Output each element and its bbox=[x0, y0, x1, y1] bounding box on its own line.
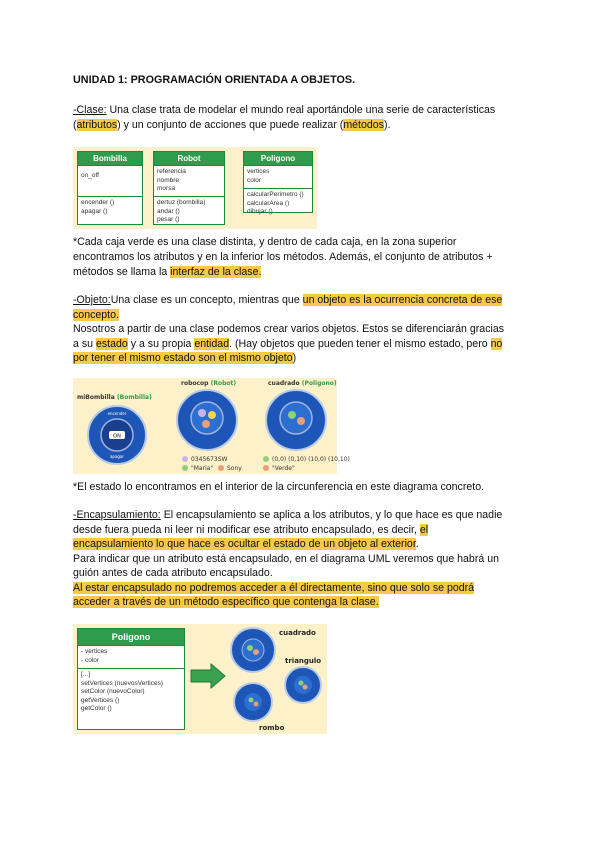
text: . bbox=[415, 538, 419, 550]
encap-line-5: guión antes de cada atributo encapsulado. bbox=[73, 567, 273, 579]
highlight-encapsulamiento: encapsulamiento lo que hace es ocultar el estado de un objeto al exterior bbox=[73, 538, 416, 550]
obj2-title bbox=[181, 380, 236, 387]
uml-method: apagar () bbox=[81, 207, 108, 215]
uml-method: setColor (nuevoColor) bbox=[81, 688, 145, 695]
objeto-line-4 bbox=[73, 337, 502, 351]
note1-line-1: *Cada caja verde es una clase distinta, y dentro de cada caja, en la zona superior bbox=[73, 236, 457, 248]
objeto-line-1 bbox=[73, 293, 502, 307]
objeto-line-2 bbox=[73, 308, 119, 322]
text: ). bbox=[383, 119, 391, 131]
uml-methods bbox=[78, 668, 184, 716]
obj2-legend-dot bbox=[182, 465, 188, 471]
uml-attrs bbox=[78, 165, 142, 196]
obj2-class: (Robot) bbox=[210, 380, 237, 387]
obj2-legend-brand: Sony bbox=[227, 465, 242, 472]
obj3-legend-dot bbox=[263, 465, 269, 471]
uml-class-name: Bombilla bbox=[78, 152, 142, 165]
encap-line-1 bbox=[73, 508, 502, 522]
objeto-line-3: Nosotros a partir de una clase podemos crear varios objetos. Estos se diferenciarán gracias bbox=[73, 323, 505, 335]
uml-methods bbox=[154, 196, 224, 227]
clase-label: -Clase: bbox=[73, 104, 107, 116]
encap-objects-diagram bbox=[185, 624, 327, 734]
obj3-title bbox=[268, 380, 337, 387]
uml-attr: color bbox=[247, 176, 262, 184]
attr-dot bbox=[299, 681, 304, 686]
obj2-attr-dot bbox=[202, 420, 210, 428]
clase-line-2 bbox=[73, 118, 390, 132]
uml-attr: vertices bbox=[247, 168, 270, 175]
highlight-atributos: atributos bbox=[76, 119, 118, 131]
encap-line-7 bbox=[73, 595, 379, 609]
uml-class-bombilla bbox=[77, 151, 143, 225]
uml-method: pesar () bbox=[157, 216, 180, 223]
encapsulation-figure bbox=[73, 624, 327, 734]
uml-class-name: Poligono bbox=[244, 152, 312, 165]
obj1-name: miBombilla bbox=[77, 394, 115, 401]
text: ) bbox=[292, 352, 297, 364]
obj3-legend-vertices: (0,0) (0,10) (10,0) (10,10) bbox=[272, 456, 350, 463]
uml-attrs bbox=[78, 645, 184, 668]
text: Una clase es un concepto, mientras que bbox=[110, 294, 303, 306]
obj3-attr-dot bbox=[288, 411, 296, 419]
uml-attrs bbox=[154, 165, 224, 196]
uml-method: [...] bbox=[81, 671, 91, 678]
encap-line-3 bbox=[73, 537, 419, 551]
uml-class-robot bbox=[153, 151, 225, 225]
clase-line-1 bbox=[73, 103, 495, 117]
uml-attr: on_off bbox=[81, 172, 99, 179]
uml-class-poligono bbox=[243, 151, 313, 213]
note1-line-2: encontramos los atributos y en la inferior los métodos. Además, el conjunto de atributos + bbox=[73, 251, 493, 263]
obj-triangulo-inner bbox=[294, 676, 312, 694]
text: ( bbox=[73, 119, 77, 131]
highlight-no: no bbox=[490, 338, 503, 350]
obj3-attr-dot bbox=[297, 417, 305, 425]
uml-attr: referencia bbox=[157, 168, 186, 175]
attr-dot bbox=[247, 645, 253, 651]
uml-class-name: Poligono bbox=[78, 629, 184, 645]
obj1-method: apagar bbox=[109, 454, 125, 459]
highlight-objeto: un objeto es la ocurrencia concreta de ese bbox=[302, 294, 503, 306]
obj3-legend-color: "Verde" bbox=[272, 465, 295, 472]
uml-method: dertuz (bombilla) bbox=[157, 199, 206, 206]
uml-method: calcularPerimetro () bbox=[247, 191, 304, 198]
note1-line-3 bbox=[73, 265, 261, 279]
uml-method: andar () bbox=[157, 207, 180, 215]
uml-class-poligono-encap bbox=[77, 628, 185, 730]
uml-methods bbox=[78, 196, 142, 218]
uml-classes-figure bbox=[73, 147, 317, 229]
obj-cuadrado-inner bbox=[242, 639, 264, 661]
uml-method: getVertices () bbox=[81, 696, 120, 704]
highlight-el: el bbox=[419, 524, 429, 536]
objeto-line-5 bbox=[73, 351, 296, 365]
text: métodos se llama la bbox=[73, 266, 171, 278]
label-cuadrado: cuadrado bbox=[279, 629, 316, 637]
obj2-legend-dot bbox=[182, 456, 188, 462]
obj2-attr-dot bbox=[198, 409, 206, 417]
highlight-metodos: métodos bbox=[343, 119, 384, 131]
text: . (Hay objetos que pueden tener el mismo estado, pero bbox=[229, 338, 491, 350]
highlight-acceso: Al estar encapsulado no podremos acceder a él directamente, sino que solo se podrá bbox=[73, 582, 475, 594]
uml-class-name: Robot bbox=[154, 152, 224, 165]
highlight-interfaz: interfaz de la clase. bbox=[170, 266, 262, 278]
uml-attr: - color bbox=[81, 656, 100, 664]
uml-method: setVertices (nuevosVertices) bbox=[81, 679, 164, 687]
label-rombo: rombo bbox=[259, 724, 285, 732]
obj2-legend-name: "Maria" bbox=[191, 465, 214, 472]
highlight-concepto: concepto. bbox=[73, 309, 119, 321]
attr-dot bbox=[303, 685, 308, 690]
page-title: UNIDAD 1: PROGRAMACIÓN ORIENTADA A OBJETOS. bbox=[73, 74, 356, 86]
uml-methods bbox=[244, 188, 312, 219]
obj2-legend-dot bbox=[218, 465, 224, 471]
obj2-inner-circle bbox=[191, 402, 223, 434]
highlight-estado: estado bbox=[95, 338, 128, 350]
attr-dot bbox=[253, 649, 259, 655]
text: a su bbox=[73, 338, 96, 350]
obj1-title bbox=[77, 394, 152, 401]
encap-line-4: Para indicar que un atributo está encapsulado, en el diagrama UML veremos que habrá un bbox=[73, 553, 499, 565]
uml-method: dibujar () bbox=[247, 208, 273, 215]
obj2-legend-ref: 0345673SW bbox=[191, 456, 228, 463]
obj1-method: encender bbox=[107, 411, 127, 416]
obj3-class: (Poligono) bbox=[301, 380, 337, 387]
objects-figure bbox=[73, 378, 350, 474]
encap-line-6 bbox=[73, 581, 474, 595]
uml-attr: - vertices bbox=[81, 648, 108, 655]
text: ) y un conjunto de acciones que puede realizar ( bbox=[117, 119, 344, 131]
uml-method: getColor () bbox=[81, 705, 112, 712]
label-triangulo: triangulo bbox=[285, 657, 322, 665]
highlight-metodo: acceder a través de un método específico que contenga la clase. bbox=[73, 596, 379, 608]
obj3-legend-dot bbox=[263, 456, 269, 462]
text: y a su propia bbox=[127, 338, 195, 350]
arrow-right-icon bbox=[191, 664, 225, 688]
obj-rombo-inner bbox=[244, 693, 262, 711]
uml-attrs bbox=[244, 165, 312, 188]
attr-dot bbox=[249, 698, 254, 703]
uml-attr: nombre bbox=[157, 176, 180, 184]
obj3-name: cuadrado bbox=[268, 380, 300, 387]
obj1-state: ON bbox=[113, 433, 121, 440]
obj2-attr-dot bbox=[208, 411, 216, 419]
uml-method: calcularArea () bbox=[247, 199, 290, 207]
uml-attr: morsa bbox=[157, 185, 176, 192]
highlight-mismo-objeto: por tener el mismo estado son el mismo objeto bbox=[73, 352, 293, 364]
obj1-class: (Bombilla) bbox=[116, 394, 152, 401]
text: desde fuera pueda ni leer ni modificar ese atributo encapsulado, es decir, bbox=[73, 524, 420, 536]
clase-text: Una clase trata de modelar el mundo real aportándole una serie de características bbox=[106, 104, 496, 116]
highlight-entidad: entidad bbox=[194, 338, 230, 350]
encap-label: -Encapsulamiento: bbox=[73, 509, 161, 521]
text: El encapsulamiento se aplica a los atributos, y lo que hace es que nadie bbox=[160, 509, 503, 521]
encap-line-2 bbox=[73, 523, 428, 537]
attr-dot bbox=[254, 702, 259, 707]
uml-method: encender () bbox=[81, 199, 115, 206]
obj2-name: robocop bbox=[181, 380, 209, 387]
objeto-label: -Objeto: bbox=[73, 294, 111, 306]
note2: *El estado lo encontramos en el interior de la circunferencia en este diagrama concreto. bbox=[73, 481, 485, 493]
obj3-inner-circle bbox=[280, 402, 312, 434]
